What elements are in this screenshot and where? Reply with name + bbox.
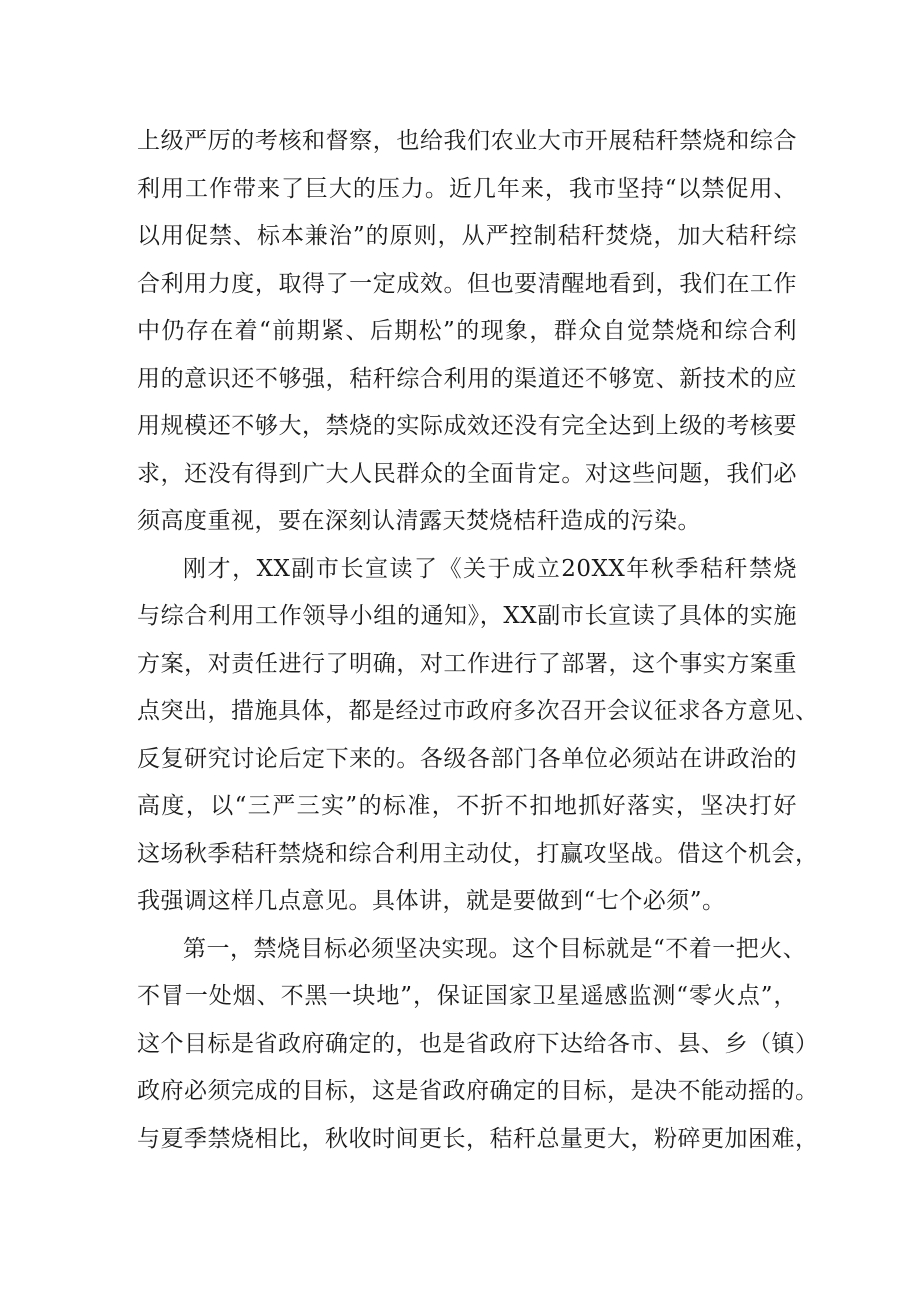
text-line: 中仍存在着“前期紧、后期松”的现象，群众自觉禁烧和综合利 — [137, 318, 797, 344]
text-line: 政府必须完成的目标，这是省政府确定的目标，是决不能动摇的。 — [137, 1078, 819, 1104]
text-line: 上级严厉的考核和督察，也给我们农业大市开展秸秆禁烧和综合 — [137, 128, 797, 154]
text-line: 与综合利用工作领导小组的通知》，XX副市长宣读了具体的实施 — [137, 603, 797, 629]
text-line: 不冒一处烟、不黑一块地”，保证国家卫星遥感监测“零火点”， — [137, 983, 797, 1009]
text-line: 利用工作带来了巨大的压力。近几年来，我市坚持“以禁促用、 — [137, 175, 797, 202]
text-line: 刚才，XX副市长宣读了《关于成立20XX年秋季秸秆禁烧 — [183, 555, 797, 582]
text-line: 用规模还不够大，禁烧的实际成效还没有完全达到上级的考核要 — [137, 413, 797, 439]
text-line: 求，还没有得到广大人民群众的全面肯定。对这些问题，我们必 — [137, 460, 797, 487]
text-line: 须高度重视，要在深刻认清露天焚烧桔秆造成的污染。 — [137, 508, 701, 534]
document-body — [137, 118, 819, 1163]
text-line: 反复研究讨论后定下来的。各级各部门各单位必须站在讲政治的 — [137, 745, 797, 772]
text-line: 这场秋季秸秆禁烧和综合利用主动仗，打赢攻坚战。借这个机会， — [137, 840, 819, 867]
text-line: 合利用力度，取得了一定成效。但也要清醒地看到，我们在工作 — [137, 270, 797, 297]
text-line: 高度，以“三严三实”的标准，不折不扣地抓好落实，坚决打好 — [137, 793, 797, 819]
text-line: 以用促禁、标本兼治”的原则，从严控制秸秆焚烧，加大秸秆综 — [137, 223, 797, 249]
text-line: 点突出，措施具体，都是经过市政府多次召开会议征求各方意见、 — [137, 698, 819, 724]
text-line: 与夏季禁烧相比，秋收时间更长，秸秆总量更大，粉碎更加困难， — [137, 1125, 819, 1152]
text-line: 这个目标是省政府确定的，也是省政府下达给各市、县、乡（镇） — [137, 1030, 819, 1057]
text-line: 方案，对责任进行了明确，对工作进行了部署，这个事实方案重 — [137, 650, 797, 677]
text-line: 用的意识还不够强，秸秆综合利用的渠道还不够宽、新技术的应 — [137, 365, 797, 392]
text-line: 我强调这样几点意见。具体讲，就是要做到“七个必须”。 — [137, 888, 726, 914]
text-line: 第一，禁烧目标必须坚决实现。这个目标就是“不着一把火、 — [183, 935, 807, 962]
